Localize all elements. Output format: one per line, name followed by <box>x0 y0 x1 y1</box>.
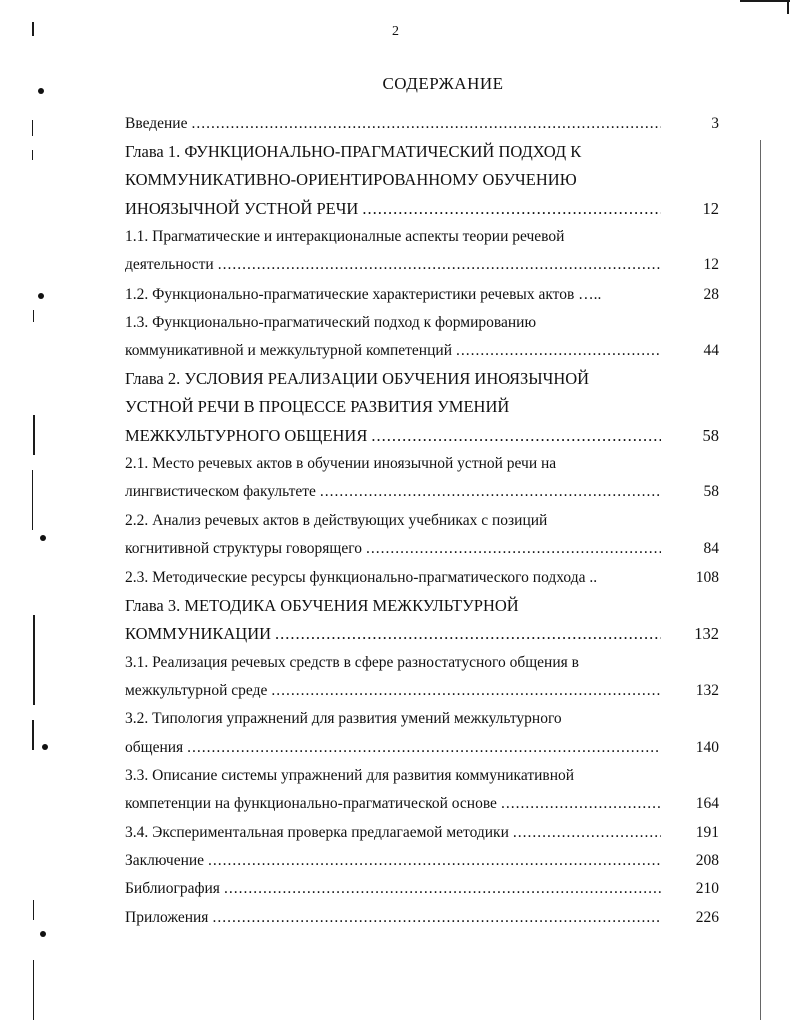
toc-entry-text: КОММУНИКАЦИИ <box>125 624 272 643</box>
toc-page-number: 58 <box>702 426 719 445</box>
toc-entry-text: ИНОЯЗЫЧНОЙ УСТНОЙ РЕЧИ <box>125 199 359 218</box>
toc-entry-text: межкультурной среде <box>125 682 268 699</box>
page-title: СОДЕРЖАНИЕ <box>382 74 504 93</box>
toc-chapter-line <box>125 140 719 164</box>
dot-leader <box>125 736 661 760</box>
dot-leader <box>125 480 661 504</box>
toc-entry-line <box>125 764 719 788</box>
toc-entry-text: 3.3. Описание системы упражнений для развития коммуникативной <box>125 767 575 784</box>
toc-entry-line <box>125 651 719 675</box>
toc-entry-text: МЕЖКУЛЬТУРНОГО ОБЩЕНИЯ <box>125 426 368 445</box>
toc-entry-text: Заключение <box>125 852 205 869</box>
toc-page-number: 191 <box>695 824 719 841</box>
toc-page-number: 12 <box>703 256 719 273</box>
toc-entry-line <box>125 480 719 504</box>
toc-page-number: 210 <box>695 880 719 897</box>
dot-leader <box>125 849 661 873</box>
toc-entry-text: Библиография <box>125 880 220 897</box>
toc-chapter-line <box>125 424 719 448</box>
toc-entry-line <box>125 253 719 277</box>
toc-entry-line <box>125 452 719 476</box>
toc-entry-line <box>125 311 719 335</box>
toc-entry-text: 3.1. Реализация речевых средств в сфере разностатусного общения в <box>125 654 579 671</box>
toc-entry-text: 3.4. Экспериментальная проверка предлагаемой методики <box>125 824 509 841</box>
toc-entry-line <box>125 792 719 816</box>
dot-leader <box>125 906 661 930</box>
toc-entry-text: Глава 2. УСЛОВИЯ РЕАЛИЗАЦИИ ОБУЧЕНИЯ ИНОЯЗЫЧНОЙ <box>125 369 590 388</box>
toc-entry-text: 2.2. Анализ речевых актов в действующих учебниках с позиций <box>125 512 548 529</box>
toc-page-number: 12 <box>702 199 719 218</box>
toc-entry-text: 2.1. Место речевых актов в обучении иноязычной устной речи на <box>125 455 557 472</box>
toc-entry-text: Глава 3. МЕТОДИКА ОБУЧЕНИЯ МЕЖКУЛЬТУРНОЙ <box>125 596 519 615</box>
toc-entry-line <box>125 877 719 901</box>
toc-page-number: 108 <box>695 569 719 586</box>
dot-leader <box>125 821 661 845</box>
toc-entry-text: 1.3. Функционально-прагматический подход к формированию <box>125 314 537 331</box>
toc-chapter-line <box>125 622 719 646</box>
toc-chapter-line <box>125 395 719 419</box>
toc-entry-text: деятельности <box>125 256 214 273</box>
toc-entry-line <box>125 736 719 760</box>
toc-page-number: 132 <box>694 624 719 643</box>
dot-leader <box>125 197 661 221</box>
toc-chapter-line <box>125 594 719 618</box>
toc-entry-text: КОММУНИКАТИВНО-ОРИЕНТИРОВАННОМУ ОБУЧЕНИЮ <box>125 170 577 189</box>
toc-entry-line <box>125 707 719 731</box>
toc-page-number: 28 <box>703 286 719 303</box>
toc-entry-line <box>125 906 719 930</box>
toc-page-number: 226 <box>695 909 719 926</box>
toc-page-number: 164 <box>695 795 719 812</box>
toc-page-number: 208 <box>695 852 719 869</box>
toc-entry-line <box>125 679 719 703</box>
toc-entry-text: Приложения <box>125 909 209 926</box>
dot-leader <box>125 679 661 703</box>
toc-entry-line <box>125 537 719 561</box>
dot-leader <box>125 537 661 561</box>
toc-page-number: 140 <box>695 739 719 756</box>
toc-chapter-line <box>125 367 719 391</box>
toc-entry-line <box>125 283 719 307</box>
toc-entry-line <box>125 566 719 590</box>
toc-entry-text: Введение <box>125 115 188 132</box>
dot-leader <box>125 424 661 448</box>
toc-page-number: 44 <box>703 342 719 359</box>
dot-leader <box>125 792 661 816</box>
toc-entry-line <box>125 821 719 845</box>
dot-leader <box>125 622 661 646</box>
toc-entry-text: когнитивной структуры говорящего <box>125 540 362 557</box>
toc-entry-text: 3.2. Типология упражнений для развития умений межкультурного <box>125 710 562 727</box>
toc-entry-text: 1.1. Прагматические и интеракционалные аспекты теории речевой <box>125 228 565 245</box>
toc-entry-text: коммуникативной и межкультурной компетенций <box>125 342 452 359</box>
toc-chapter-line <box>125 168 719 192</box>
toc-entry-text: лингвистическом факультете <box>125 483 316 500</box>
dot-leader <box>125 112 661 136</box>
page-number: 2 <box>392 24 399 39</box>
toc-page-number: 58 <box>703 483 719 500</box>
toc-entry-line <box>125 849 719 873</box>
toc-entry-text: 2.3. Методические ресурсы функционально-прагматического подхода .. <box>125 569 598 586</box>
toc-entry-text: 1.2. Функционально-прагматические характеристики речевых актов ….. <box>125 286 602 303</box>
toc-entry-text: общения <box>125 739 184 756</box>
dot-leader <box>125 339 661 363</box>
toc-entry-line <box>125 225 719 249</box>
toc-chapter-line <box>125 197 719 221</box>
toc-page-number: 84 <box>703 540 719 557</box>
toc-entry-line <box>125 509 719 533</box>
toc-page-number: 3 <box>711 115 719 132</box>
toc-page-number: 132 <box>695 682 719 699</box>
toc-entry-line <box>125 112 719 136</box>
dot-leader <box>125 253 661 277</box>
toc-entry-text: УСТНОЙ РЕЧИ В ПРОЦЕССЕ РАЗВИТИЯ УМЕНИЙ <box>125 397 510 416</box>
toc-entry-line <box>125 339 719 363</box>
toc-entry-text: компетенции на функционально-прагматической основе <box>125 795 497 812</box>
toc-entry-text: Глава 1. ФУНКЦИОНАЛЬНО-ПРАГМАТИЧЕСКИЙ ПОДХОД К <box>125 142 582 161</box>
dot-leader <box>125 877 661 901</box>
